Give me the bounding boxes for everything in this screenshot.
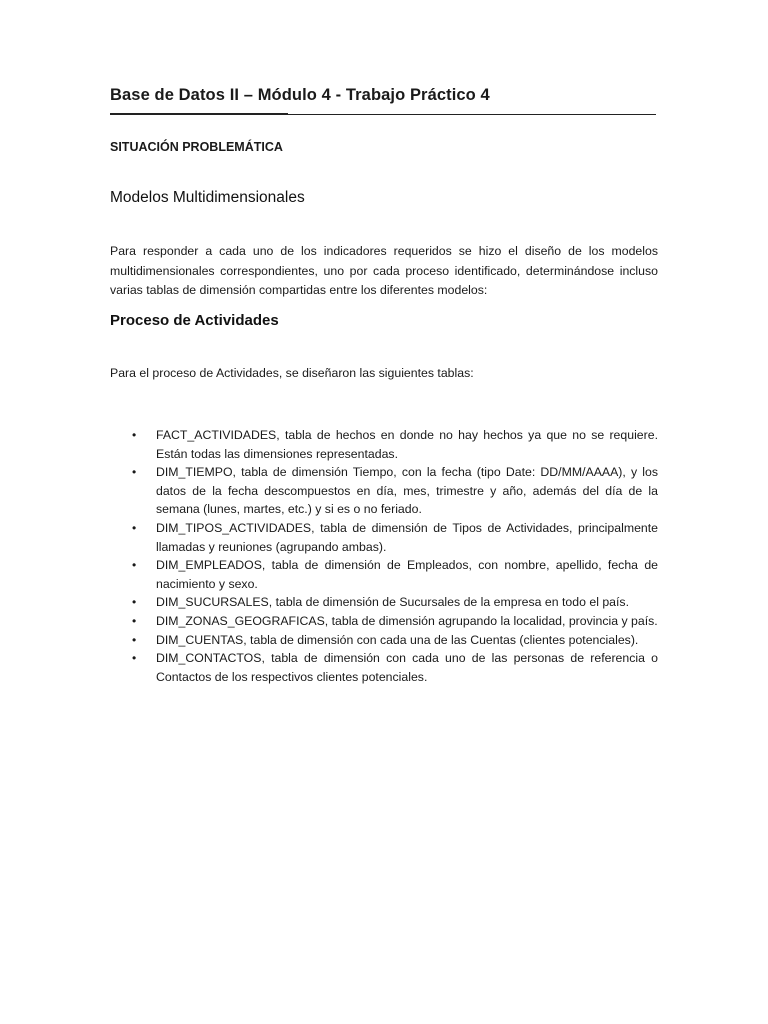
list-item xyxy=(110,593,658,612)
list-item xyxy=(110,556,658,593)
bullet-icon: • xyxy=(132,651,137,666)
list-item-text: DIM_TIEMPO, tabla de dimensión Tiempo, con la fecha (tipo Date: DD/MM/AAAA), y los datos de la fecha descompuestos en día, mes, trimestre y año, además del día de la semana (lunes, martes, etc.) y si es o no feriado. xyxy=(156,465,658,517)
lead-paragraph: Para el proceso de Actividades, se diseñaron las siguientes tablas: xyxy=(110,366,474,380)
table-list xyxy=(110,426,658,686)
bullet-icon: • xyxy=(132,595,137,610)
list-item xyxy=(110,519,658,556)
list-item-text: DIM_TIPOS_ACTIVIDADES, tabla de dimensión de Tipos de Actividades, principalmente llamadas y reuniones (agrupando ambas). xyxy=(156,520,658,554)
section-label: SITUACIÓN PROBLEMÁTICA xyxy=(110,140,283,154)
list-item-text: DIM_ZONAS_GEOGRAFICAS, tabla de dimensión agrupando la localidad, provincia y país. xyxy=(156,613,658,628)
bullet-icon: • xyxy=(132,632,137,647)
list-item xyxy=(110,631,658,650)
list-item xyxy=(110,463,658,519)
list-item-text: DIM_EMPLEADOS, tabla de dimensión de Empleados, con nombre, apellido, fecha de nacimiento y sexo. xyxy=(156,558,658,591)
list-item-text: DIM_CONTACTOS, tabla de dimensión con cada uno de las personas de referencia o Contactos de los respectivos clientes potenciales. xyxy=(156,651,658,684)
bullet-icon: • xyxy=(132,558,137,573)
document-title: Base de Datos II – Módulo 4 - Trabajo Práctico 4 xyxy=(110,86,490,104)
bullet-icon: • xyxy=(132,613,137,628)
list-item xyxy=(110,649,658,686)
bullet-icon: • xyxy=(132,428,137,442)
list-item-text: DIM_SUCURSALES, tabla de dimensión de Sucursales de la empresa en todo el país. xyxy=(156,595,629,610)
title-underline xyxy=(110,114,656,115)
title-underline-accent xyxy=(110,113,288,115)
heading-modelos: Modelos Multidimensionales xyxy=(110,189,305,206)
list-item-text: DIM_CUENTAS, tabla de dimensión con cada una de las Cuentas (clientes potenciales). xyxy=(156,632,639,647)
subheading-proceso: Proceso de Actividades xyxy=(110,312,279,329)
list-item xyxy=(110,426,658,463)
list-item xyxy=(110,612,658,631)
intro-paragraph: Para responder a cada uno de los indicadores requeridos se hizo el diseño de los modelos multidimensionales correspondientes, uno por cada proceso identificado, determinándose incluso varias tablas de dimensión compartidas entre los diferentes modelos: xyxy=(110,244,658,297)
list-item-text: FACT_ACTIVIDADES, tabla de hechos en donde no hay hechos ya que no se requiere. Están todas las dimensiones representadas. xyxy=(156,428,658,461)
bullet-icon: • xyxy=(132,520,137,535)
bullet-icon: • xyxy=(132,465,137,480)
